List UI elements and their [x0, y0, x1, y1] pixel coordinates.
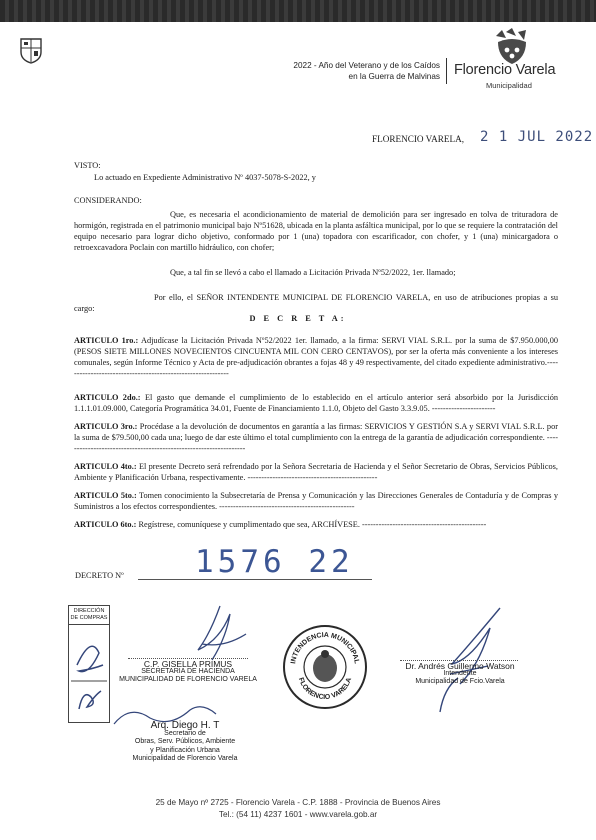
visto-heading: VISTO: [74, 161, 101, 170]
article-5-label: ARTICULO 5to.: [74, 491, 137, 500]
decreta-heading: D E C R E T A: [249, 314, 347, 323]
brand-name: Florencio Varela [454, 62, 556, 78]
signature-obras [120, 722, 250, 763]
decreto-number-label: DECRETO Nº [75, 571, 124, 580]
brand-subtitle: Municipalidad [486, 81, 532, 90]
signature-obras-department-2: y Planificación Urbana [150, 746, 220, 754]
page-footer [0, 797, 596, 820]
considerando-heading: CONSIDERANDO: [74, 196, 142, 205]
article-4-text: El presente Decreto será refrendado por la Señora Secretaria de Hacienda y el Señor Secretario de Obras, Servicios Públicos, Ambiente y Planificación Urbana, respectivamente. ----------------------------------------------- [74, 462, 558, 482]
scan-border-strip [0, 0, 596, 22]
seal-bottom-text: FLORENCIO VARELA [296, 676, 354, 702]
signature-intendente-title: Intendente [443, 670, 477, 678]
signature-obras-org: Municipalidad de Florencio Varela [132, 754, 238, 762]
considerando-paragraph-2: Que, a tal fin se llevó a cabo el llamado a Licitación Privada Nº52/2022, 1er. llamado; [170, 268, 456, 277]
compras-stamp [68, 605, 110, 723]
signature-hacienda-icon [190, 604, 250, 664]
initials-scribble-icon [69, 625, 109, 715]
signature-obras-title: Secretario de [164, 730, 206, 738]
article-4-label: ARTICULO 4to.: [74, 462, 137, 471]
signature-obras-name: Arq. Diego H. T [150, 720, 220, 731]
article-6-text: Regístrese, comuníquese y cumplimentado que sea, ARCHÍVESE. --------------------------------------------- [136, 520, 487, 529]
signature-hacienda-name: C.P. GISELLA PRIMUS [143, 659, 233, 669]
article-2-text: El gasto que demande el cumplimiento de lo establecido en el artículo anterior será absorbido por la Jurisdicción 1.1.1.01.09.000, Categoría Programática 34.01, Fuente de Financiamiento 1.1.0, Objeto del Gasto 3.3.9.05. ----------------------- [74, 393, 559, 413]
article-1 [74, 335, 558, 379]
article-3-text: Procédase a la devolución de documentos en garantía a las firmas: SERVICIOS Y GESTIÓN S.A y SERVI VIAL S.R.L. por la suma de $79.500,00 cada una; luego de dar este último el total cumplimiento con la entrega de la garantía de adjudicación correspondiente. ------------------------------------------------------------------ [74, 422, 558, 453]
article-5 [74, 490, 558, 512]
municipal-crest-icon [20, 38, 42, 64]
compras-stamp-title: DIRECCIÓN DE COMPRAS [69, 606, 109, 625]
date-stamp: 2 1 JUL 2022 [480, 129, 594, 145]
article-6-label: ARTICULO 6to.: [74, 520, 137, 529]
signature-intendente-icon [430, 604, 520, 714]
article-1-text: Adjudícase la Licitación Privada Nº52/2022 1er. llamado, a la firma: SERVI VIAL S.R.L. por la suma de $7.950.000,00 (PESOS SIETE MILLONES NOVECIENTOS CINCUENTA MIL CON CERO CENTAVOS), por ser la oferta más conveniente a los intereses comunales, según Informe Técnico y Acta de pre-adjudicación obrantes a fojas 48 y 49 respectivamente, del citado expediente administrativo.------------------------------------------------------------ [74, 336, 558, 378]
signature-hacienda [118, 660, 258, 685]
visto-text: Lo actuado en Expediente Administrativo Nº 4037-5078-S-2022, y [94, 173, 316, 182]
place-label: FLORENCIO VARELA, [372, 134, 465, 144]
article-3-label: ARTICULO 3ro.: [74, 422, 138, 431]
article-1-label: ARTICULO 1ro.: [74, 336, 139, 345]
article-6 [74, 519, 558, 530]
signature-hacienda-title: SECRETARIA DE HACIENDA [141, 668, 235, 676]
article-4 [74, 461, 558, 483]
footer-address: 25 de Mayo nº 2725 - Florencio Varela - C.P. 1888 - Provincia de Buenos Aires [155, 798, 441, 807]
year-motto-line1: 2022 - Año del Veterano y de los Caídos [293, 61, 440, 70]
year-motto-line2: en la Guerra de Malvinas [348, 72, 440, 81]
article-2-label: ARTICULO 2do.: [74, 393, 141, 402]
decreto-number-stamp: 1576 22 [195, 544, 354, 580]
signature-intendente [392, 662, 528, 687]
considerando-paragraph-3: Por ello, el SEÑOR INTENDENTE MUNICIPAL DE FLORENCIO VARELA, en uso de atribuciones propias a su cargo: [74, 293, 558, 313]
article-3 [74, 421, 558, 454]
year-motto [222, 60, 440, 82]
signature-intendente-org: Municipalidad de Fcio.Varela [415, 678, 505, 686]
considerando-paragraph-1: Que, es necesaria el acondicionamiento de material de demolición para ser ingresado en tolva de trituradora de hormigón, registrada en el patrimonio municipal bajo Nº51628, ubicada en la planta asfáltica municipal, por lo que se requiere la contratación del equipo necesario para lograr dicho objetivo, conformado por 1 (una) topadora con escarificador, con chofer, y 1 (una) minicargadora o retroexcavadora Poclain con martillo hidráulico, con chofer; [74, 210, 558, 252]
footer-contact: Tel.: (54 11) 4237 1601 - www.varela.gob.ar [218, 809, 378, 819]
signature-obras-department: Obras, Serv. Públicos, Ambiente [134, 738, 236, 746]
seal-top-text: INTENDENCIA MUNICIPAL [290, 631, 360, 665]
signature-hacienda-org: MUNICIPALIDAD DE FLORENCIO VARELA [119, 676, 257, 684]
article-2 [74, 392, 558, 414]
article-5-text: Tomen conocimiento la Subsecretaría de Prensa y Comunicación y las Direcciones Generales de Contaduría y de Compras y Suministros a los efectos correspondientes. ------------------------------------------------- [74, 491, 558, 511]
signature-intendente-name: Dr. Andrés Guillermo Watson [405, 661, 515, 671]
header-divider [446, 58, 447, 84]
municipal-seal [282, 624, 368, 710]
